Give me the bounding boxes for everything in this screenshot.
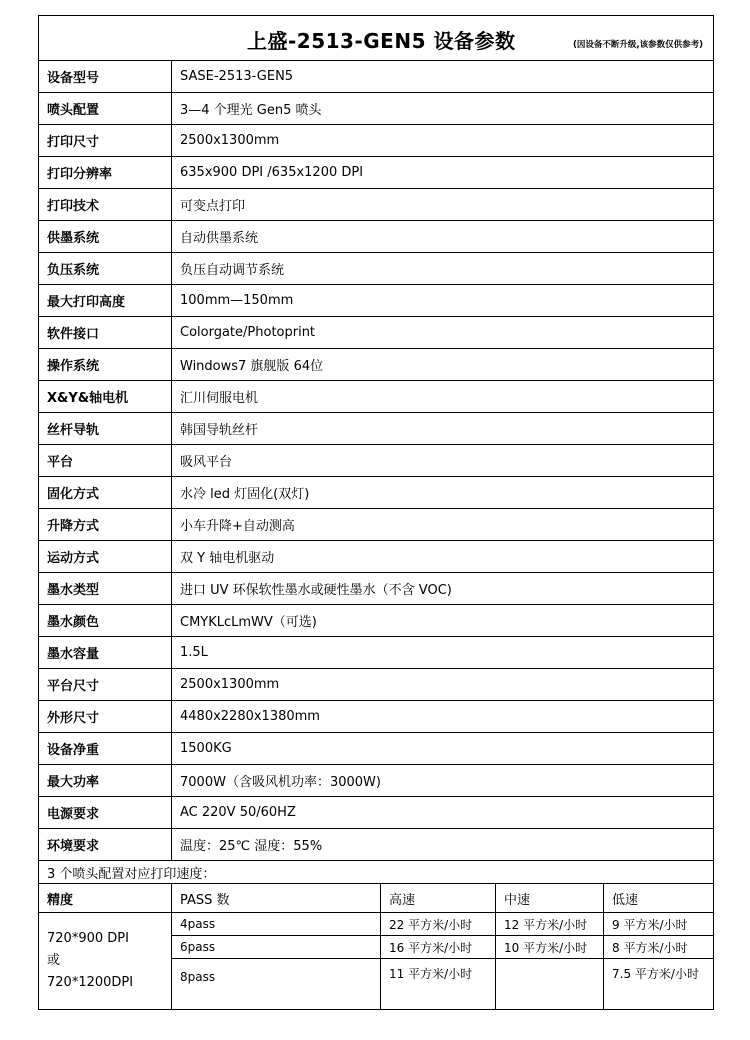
spec-value: CMYKLcLmWV（可选)	[172, 605, 714, 637]
spec-label: 打印尺寸	[39, 125, 172, 157]
spec-row	[39, 445, 714, 477]
speed-section-title: 3 个喷头配置对应打印速度：	[39, 861, 714, 884]
spec-row	[39, 381, 714, 413]
mid-speed-cell: 12 平方米/小时	[496, 913, 604, 936]
spec-value: 汇川伺服电机	[172, 381, 714, 413]
spec-value: 100mm—150mm	[172, 285, 714, 317]
header-low: 低速	[604, 884, 714, 913]
spec-row	[39, 765, 714, 797]
spec-value: SASE-2513-GEN5	[172, 61, 714, 93]
spec-value: 负压自动调节系统	[172, 253, 714, 285]
spec-table	[38, 15, 714, 1010]
spec-value: 4480x2280x1380mm	[172, 701, 714, 733]
spec-row	[39, 509, 714, 541]
spec-row	[39, 797, 714, 829]
spec-label: X&Y&轴电机	[39, 381, 172, 413]
spec-row	[39, 605, 714, 637]
spec-label: 供墨系统	[39, 221, 172, 253]
spec-label: 丝杆导轨	[39, 413, 172, 445]
spec-row	[39, 733, 714, 765]
resolution-line-1: 720*900 DPI	[47, 931, 129, 946]
pass-cell: 8pass	[172, 959, 381, 1010]
spec-row	[39, 125, 714, 157]
resolution-line-3: 720*1200DPI	[47, 975, 134, 990]
mid-speed-cell: 10 平方米/小时	[496, 936, 604, 959]
spec-row	[39, 637, 714, 669]
spec-label: 设备净重	[39, 733, 172, 765]
spec-row	[39, 349, 714, 381]
spec-value: 进口 UV 环保软性墨水或硬性墨水（不含 VOC)	[172, 573, 714, 605]
high-speed-cell: 16 平方米/小时	[381, 936, 496, 959]
low-speed-cell: 9 平方米/小时	[604, 913, 714, 936]
spec-row	[39, 157, 714, 189]
disclaimer-note: (因设备不断升级,该参数仅供参考)	[573, 40, 704, 50]
spec-row	[39, 61, 714, 93]
spec-label: 打印分辨率	[39, 157, 172, 189]
pass-cell: 6pass	[172, 936, 381, 959]
header-pass: PASS 数	[172, 884, 381, 913]
spec-value: 温度：25℃ 湿度：55%	[172, 829, 714, 861]
spec-sheet	[38, 15, 713, 1010]
spec-row	[39, 253, 714, 285]
spec-value: 1.5L	[172, 637, 714, 669]
spec-label: 设备型号	[39, 61, 172, 93]
resolution-line-2: 或	[47, 953, 61, 968]
spec-label: 电源要求	[39, 797, 172, 829]
page-title: 上盛-2513-GEN5 设备参数	[247, 29, 516, 53]
header-high: 高速	[381, 884, 496, 913]
spec-row	[39, 221, 714, 253]
resolution-cell	[39, 913, 172, 1010]
spec-value: 自动供墨系统	[172, 221, 714, 253]
title-cell	[39, 16, 714, 61]
spec-label: 平台	[39, 445, 172, 477]
spec-row	[39, 189, 714, 221]
spec-label: 升降方式	[39, 509, 172, 541]
spec-label: 最大功率	[39, 765, 172, 797]
spec-value: 水冷 led 灯固化(双灯)	[172, 477, 714, 509]
spec-row	[39, 701, 714, 733]
spec-row	[39, 573, 714, 605]
spec-row	[39, 477, 714, 509]
spec-label: 固化方式	[39, 477, 172, 509]
spec-value: AC 220V 50/60HZ	[172, 797, 714, 829]
spec-value: 吸风平台	[172, 445, 714, 477]
header-mid: 中速	[496, 884, 604, 913]
low-speed-cell: 8 平方米/小时	[604, 936, 714, 959]
spec-value: 2500x1300mm	[172, 125, 714, 157]
spec-label: 打印技术	[39, 189, 172, 221]
spec-label: 外形尺寸	[39, 701, 172, 733]
spec-row	[39, 317, 714, 349]
spec-value: 双 Y 轴电机驱动	[172, 541, 714, 573]
spec-label: 运动方式	[39, 541, 172, 573]
low-speed-cell: 7.5 平方米/小时	[604, 959, 714, 1010]
spec-value: 3—4 个理光 Gen5 喷头	[172, 93, 714, 125]
spec-label: 墨水容量	[39, 637, 172, 669]
spec-row	[39, 669, 714, 701]
high-speed-cell: 22 平方米/小时	[381, 913, 496, 936]
spec-label: 墨水颜色	[39, 605, 172, 637]
spec-label: 环境要求	[39, 829, 172, 861]
spec-value: 1500KG	[172, 733, 714, 765]
spec-label: 操作系统	[39, 349, 172, 381]
spec-row	[39, 93, 714, 125]
spec-row	[39, 541, 714, 573]
spec-value: 635x900 DPI /635x1200 DPI	[172, 157, 714, 189]
spec-label: 最大打印高度	[39, 285, 172, 317]
spec-row	[39, 413, 714, 445]
spec-value: Colorgate/Photoprint	[172, 317, 714, 349]
spec-label: 墨水类型	[39, 573, 172, 605]
mid-speed-cell	[496, 959, 604, 1010]
spec-row	[39, 285, 714, 317]
spec-value: Windows7 旗舰版 64位	[172, 349, 714, 381]
spec-value: 可变点打印	[172, 189, 714, 221]
spec-label: 软件接口	[39, 317, 172, 349]
spec-label: 喷头配置	[39, 93, 172, 125]
spec-value: 小车升降+自动测高	[172, 509, 714, 541]
spec-value: 2500x1300mm	[172, 669, 714, 701]
high-speed-cell: 11 平方米/小时	[381, 959, 496, 1010]
pass-cell: 4pass	[172, 913, 381, 936]
spec-label: 负压系统	[39, 253, 172, 285]
header-precision: 精度	[39, 884, 172, 913]
spec-value: 7000W（含吸风机功率：3000W)	[172, 765, 714, 797]
spec-row	[39, 829, 714, 861]
spec-label: 平台尺寸	[39, 669, 172, 701]
spec-value: 韩国导轨丝杆	[172, 413, 714, 445]
